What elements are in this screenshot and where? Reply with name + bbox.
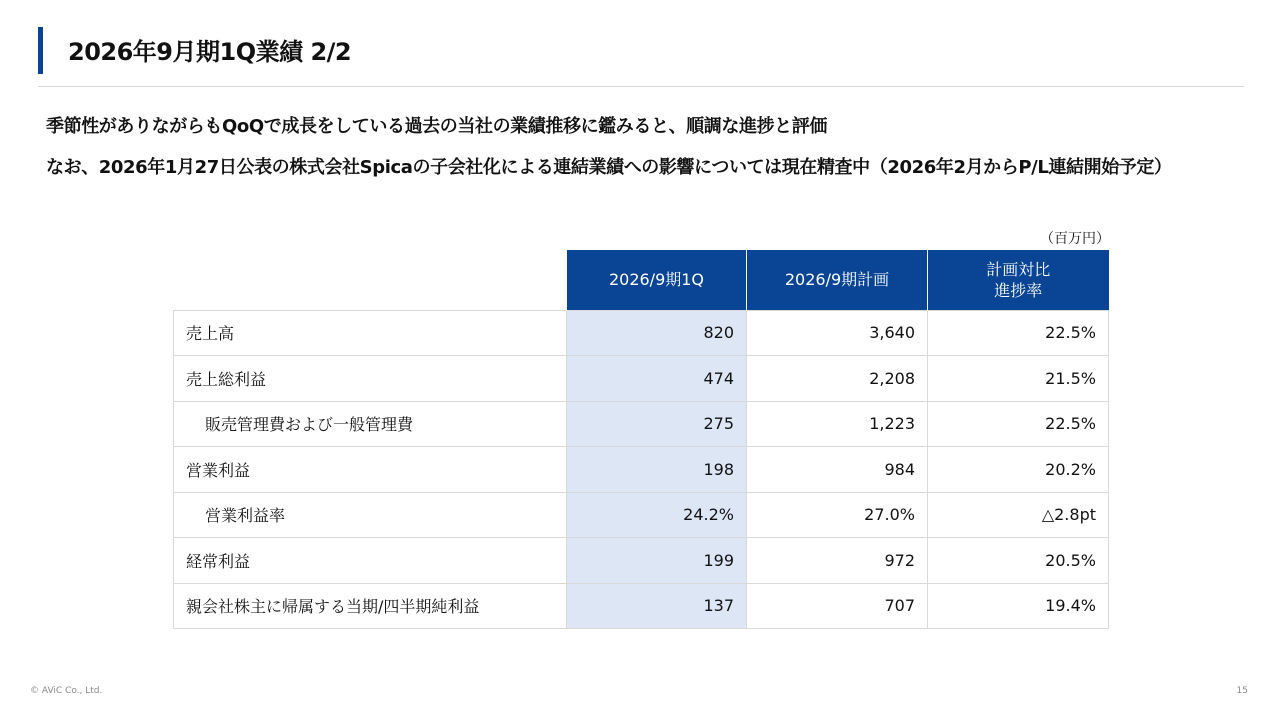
cell-q1: 820 bbox=[567, 310, 747, 356]
table-header-row bbox=[174, 250, 1109, 310]
cell-plan: 984 bbox=[747, 447, 928, 493]
cell-plan: 707 bbox=[747, 583, 928, 629]
cell-q1: 137 bbox=[567, 583, 747, 629]
cell-progress: 20.5% bbox=[928, 538, 1109, 584]
table-row bbox=[174, 538, 1109, 584]
cell-plan: 3,640 bbox=[747, 310, 928, 356]
table-row bbox=[174, 583, 1109, 629]
row-label: 営業利益率 bbox=[174, 492, 567, 538]
cell-q1: 275 bbox=[567, 401, 747, 447]
row-label: 営業利益 bbox=[174, 447, 567, 493]
cell-q1: 198 bbox=[567, 447, 747, 493]
cell-q1: 199 bbox=[567, 538, 747, 584]
row-label: 売上高 bbox=[174, 310, 567, 356]
cell-plan: 1,223 bbox=[747, 401, 928, 447]
lead-text-2: なお、2026年1月27日公表の株式会社Spicaの子会社化による連結業績への影響については現在精査中（2026年2月からP/L連結開始予定） bbox=[46, 157, 1172, 178]
header-blank-cell bbox=[174, 250, 567, 310]
title-divider bbox=[38, 86, 1244, 87]
copyright-text: © AViC Co., Ltd. bbox=[30, 686, 103, 696]
cell-progress: 20.2% bbox=[928, 447, 1109, 493]
cell-progress: 22.5% bbox=[928, 310, 1109, 356]
cell-progress: 22.5% bbox=[928, 401, 1109, 447]
column-header-q1: 2026/9期1Q bbox=[567, 250, 747, 310]
row-label: 経常利益 bbox=[174, 538, 567, 584]
page-title: 2026年9月期1Q業績 2/2 bbox=[68, 38, 352, 66]
unit-label: （百万円） bbox=[1040, 231, 1110, 247]
table-body bbox=[174, 310, 1109, 629]
title-accent-bar bbox=[38, 27, 43, 74]
column-header-plan: 2026/9期計画 bbox=[747, 250, 928, 310]
column-header-progress: 計画対比 進捗率 bbox=[928, 250, 1109, 310]
cell-progress: △2.8pt bbox=[928, 492, 1109, 538]
row-label: 親会社株主に帰属する当期/四半期純利益 bbox=[174, 583, 567, 629]
cell-plan: 27.0% bbox=[747, 492, 928, 538]
results-table bbox=[173, 250, 1109, 629]
table-row bbox=[174, 310, 1109, 356]
cell-q1: 24.2% bbox=[567, 492, 747, 538]
row-label: 売上総利益 bbox=[174, 356, 567, 402]
row-label: 販売管理費および一般管理費 bbox=[174, 401, 567, 447]
table-row bbox=[174, 356, 1109, 402]
table-row bbox=[174, 447, 1109, 493]
lead-text-1: 季節性がありながらもQoQで成長をしている過去の当社の業績推移に鑑みると、順調な進捗と評価 bbox=[46, 116, 827, 137]
table-row bbox=[174, 492, 1109, 538]
cell-plan: 2,208 bbox=[747, 356, 928, 402]
cell-plan: 972 bbox=[747, 538, 928, 584]
cell-q1: 474 bbox=[567, 356, 747, 402]
cell-progress: 21.5% bbox=[928, 356, 1109, 402]
page-number: 15 bbox=[1236, 686, 1248, 696]
table-row bbox=[174, 401, 1109, 447]
cell-progress: 19.4% bbox=[928, 583, 1109, 629]
